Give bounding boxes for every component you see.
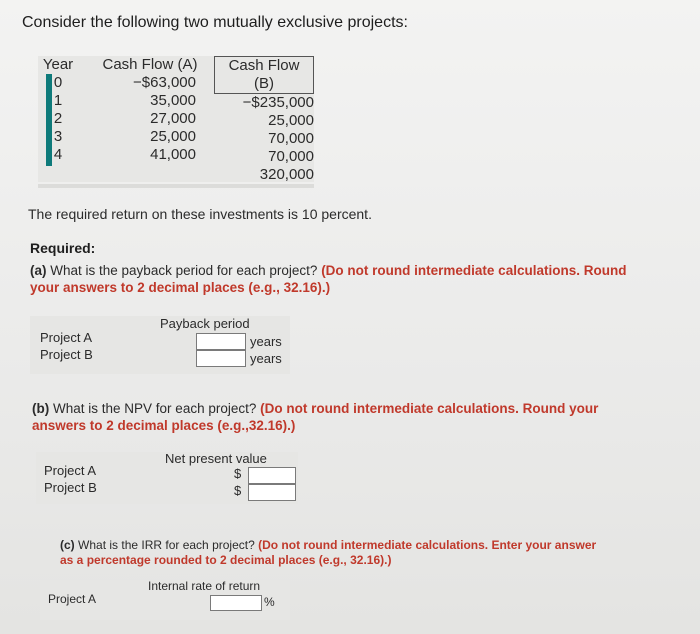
cash-flow-a-header: Cash Flow (A) [102, 56, 198, 73]
npv-b-input[interactable] [248, 484, 296, 501]
part-a-label: (a) [30, 263, 47, 278]
part-c-instruction: (Do not round intermediate calculations. Enter your answer as a percentage rounded to 2 decimal places (e.g., 32.16).) [60, 538, 597, 567]
project-b-label: Project B [44, 480, 97, 495]
year-cell: 1 [53, 92, 63, 109]
part-a-text: What is the payback period for each project? [50, 263, 318, 278]
part-b-text: What is the NPV for each project? [53, 401, 257, 416]
part-b-question [32, 400, 612, 434]
npv-a-currency: $ [234, 466, 242, 481]
payback-a-input[interactable] [196, 333, 246, 350]
part-c-text: What is the IRR for each project? [78, 538, 255, 552]
project-a-label: Project A [48, 592, 97, 606]
question-title: Consider the following two mutually exclusive projects: [22, 14, 408, 31]
cash-flow-b-cell: −$235,000 [242, 94, 314, 111]
part-b-instruction: (Do not round intermediate calculations. Round your answers to 2 decimal places (e.g.,32.16).) [32, 401, 599, 433]
payback-b-unit: years [250, 351, 282, 366]
part-c-label: (c) [60, 538, 75, 552]
cash-flow-b-cell: 320,000 [259, 166, 314, 183]
npv-a-input[interactable] [248, 467, 296, 484]
cash-flow-a-cell: 27,000 [150, 110, 196, 127]
cash-flow-a-cell: −$63,000 [133, 74, 196, 91]
year-column [38, 56, 78, 164]
required-label: Required: [30, 240, 96, 256]
part-a-question [30, 262, 630, 296]
cash-flow-a-cell: 35,000 [150, 92, 196, 109]
npv-b-currency: $ [234, 483, 242, 498]
irr-a-unit: % [264, 595, 275, 609]
project-a-label: Project A [40, 330, 93, 345]
part-b-label: (b) [32, 401, 50, 416]
required-return-text: The required return on these investments is 10 percent. [28, 206, 372, 222]
cash-flow-a-cell: 41,000 [150, 146, 196, 163]
part-c-question [60, 538, 600, 568]
year-cell: 2 [53, 110, 63, 127]
year-highlight-bar [46, 74, 52, 166]
cash-flow-b-cell: 25,000 [268, 112, 314, 129]
cash-flow-a-cell: 25,000 [150, 128, 196, 145]
year-cell: 4 [53, 146, 63, 163]
project-a-label: Project A [44, 463, 97, 478]
year-cell: 3 [53, 128, 63, 145]
table-divider [38, 184, 314, 188]
npv-header: Net present value [165, 451, 267, 466]
cash-flow-a-column [90, 56, 210, 164]
cash-flow-b-cell: 70,000 [268, 148, 314, 165]
year-cell: 0 [53, 74, 63, 91]
payback-a-unit: years [250, 334, 282, 349]
payback-b-input[interactable] [196, 350, 246, 367]
project-b-label: Project B [40, 347, 93, 362]
irr-a-input[interactable] [210, 595, 262, 611]
cash-flow-b-cell: 70,000 [268, 130, 314, 147]
payback-header: Payback period [160, 316, 250, 331]
year-header: Year [42, 56, 74, 73]
part-a-instruction: (Do not round intermediate calculations. Round your answers to 2 decimal places (e.g., 32.16).) [30, 263, 627, 295]
cash-flow-b-column [214, 56, 314, 184]
irr-header: Internal rate of return [148, 579, 261, 593]
cash-flow-b-header: Cash Flow (B) [214, 56, 314, 94]
cash-flow-table [38, 56, 314, 182]
